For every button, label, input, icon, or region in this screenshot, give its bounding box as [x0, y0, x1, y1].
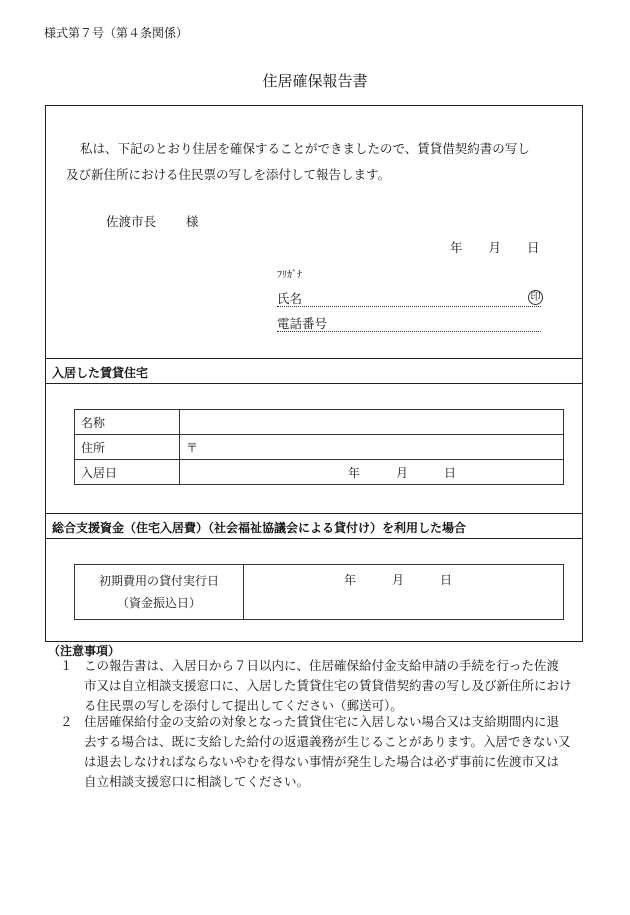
residence-address-label: 住所 — [75, 435, 180, 460]
section-divider — [45, 358, 583, 359]
note-number: １ — [60, 658, 73, 673]
table-row — [75, 410, 564, 435]
phone-field[interactable] — [277, 314, 541, 332]
residence-name-label: 名称 — [75, 410, 180, 435]
section-divider — [45, 513, 583, 514]
section-divider — [45, 538, 583, 539]
move-in-date-field[interactable]: 年 月 日 — [180, 460, 564, 485]
seal-mark-icon: 印 — [528, 290, 543, 305]
residence-section-heading: 入居した賃貸住宅 — [52, 366, 149, 380]
note-line: 自立相談支援窓口に相談してください。 — [84, 774, 310, 789]
loan-section-heading: 総合支援資金（住宅入居費）（社会福祉協議会による貸付け）を利用した場合 — [52, 521, 467, 535]
furigana-label: ﾌﾘｶﾞﾅ — [277, 270, 302, 281]
loan-table — [74, 564, 564, 620]
loan-date-label-line2: （資金振込日） — [116, 596, 201, 610]
note-line: この報告書は、入居日から７日以内に、住居確保給付金支給申請の手続を行った佐渡 — [84, 658, 560, 673]
table-row — [75, 565, 564, 620]
move-in-date-label: 入居日 — [75, 460, 180, 485]
form-number: 様式第７号（第４条関係） — [44, 26, 189, 40]
note-line: は退去しなければならないやむを得ない事情が発生した場合は必ず事前に佐渡市又は — [84, 754, 560, 769]
section-divider — [45, 383, 583, 384]
table-row — [75, 435, 564, 460]
residence-table — [74, 409, 564, 485]
residence-name-field[interactable] — [180, 410, 564, 435]
date-month-label: 月 — [488, 240, 502, 255]
notes-heading: （注意事項） — [48, 644, 121, 658]
note-line: 市又は自立相談支援窓口に、入居した賃貸住宅の賃貸借契約書の写し及び新住所におけ — [84, 678, 572, 693]
note-line: 去する場合は、既に支給した給付の返還義務が生じることがあります。入居できない又 — [84, 734, 571, 749]
phone-label: 電話番号 — [277, 316, 328, 331]
note-line: 住居確保給付金の支給の対象となった賃貸住宅に入居しない場合又は支給期間内に退 — [84, 714, 560, 729]
residence-address-field[interactable]: 〒 — [180, 435, 564, 460]
note-item — [60, 656, 572, 716]
table-row — [75, 460, 564, 485]
addressee — [106, 212, 199, 230]
addressee-name: 佐渡市長 — [106, 214, 157, 229]
note-item — [60, 712, 571, 792]
note-line: る住民票の写しを添付して提出してください（郵送可）。 — [84, 698, 403, 713]
addressee-honorific: 様 — [186, 214, 199, 229]
name-label: 氏名 — [277, 291, 303, 306]
name-field[interactable] — [277, 289, 541, 307]
date-year-label: 年 — [450, 240, 463, 255]
loan-date-label-line1: 初期費用の貸付実行日 — [98, 574, 219, 588]
note-number: ２ — [60, 714, 73, 729]
loan-date-label — [75, 565, 244, 620]
intro-line-1: 私は、下記のとおり住居を確保することができましたので、賃貸借契約書の写し — [80, 141, 530, 156]
report-date[interactable] — [450, 238, 540, 256]
date-day-label: 日 — [527, 240, 540, 255]
intro-line-2: 及び新住所における住民票の写しを添付して報告します。 — [66, 167, 391, 182]
document-title: 住居確保報告書 — [262, 72, 368, 90]
loan-date-field[interactable]: 年 月 日 — [244, 565, 564, 620]
